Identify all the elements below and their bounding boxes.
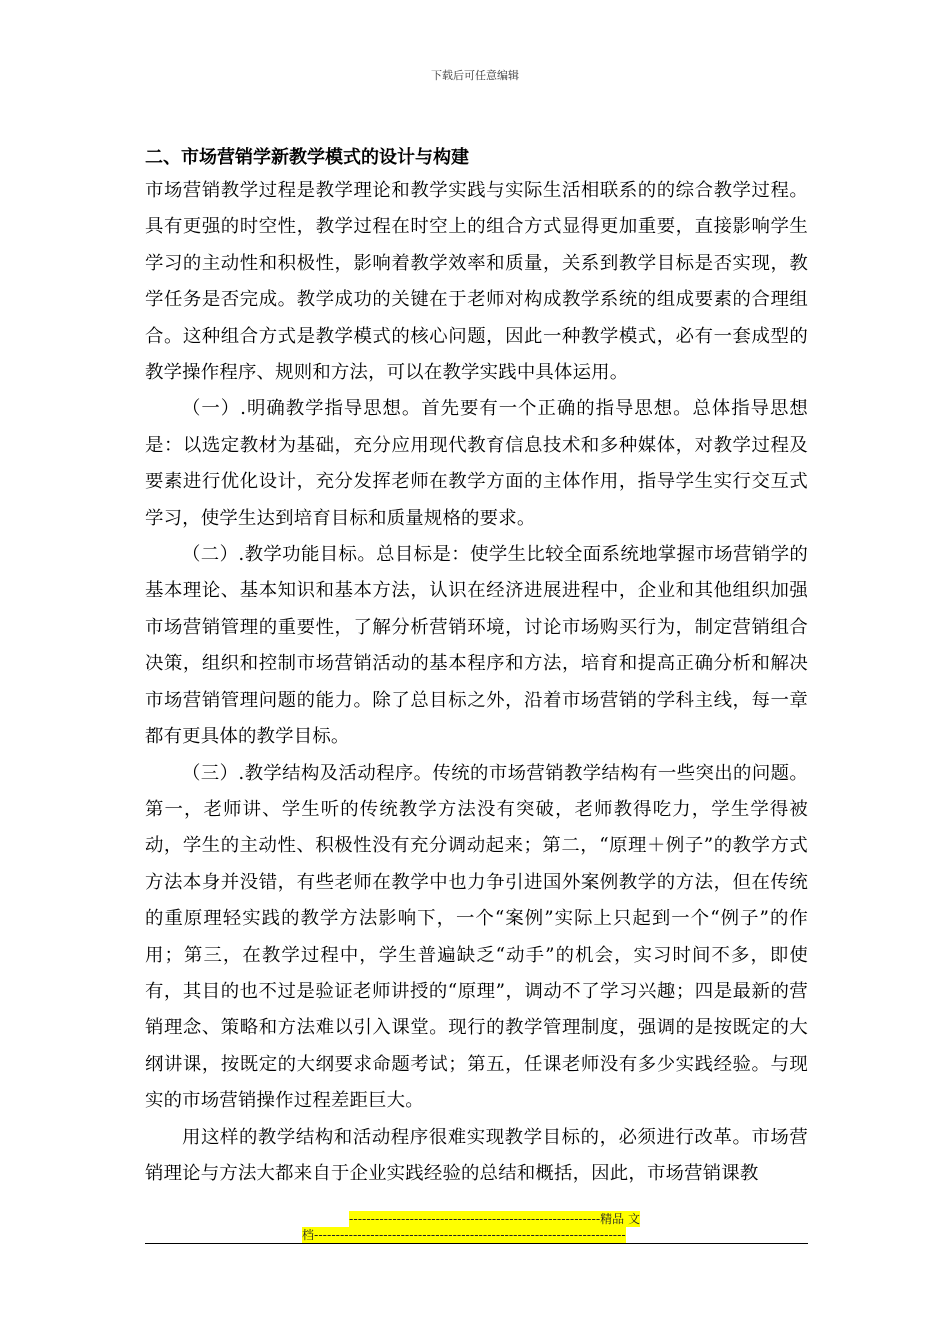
section-heading: 二、市场营销学新教学模式的设计与构建 bbox=[145, 147, 469, 168]
footer-divider bbox=[145, 1243, 808, 1244]
footer-watermark-line-2 bbox=[302, 1227, 652, 1243]
paragraph-reform: 用这样的教学结构和活动程序很难实现教学目标的，必须进行改革。市场营销理论与方法大都来自于企业实践经验的总结和概括，因此，市场营销课教 bbox=[145, 1126, 808, 1184]
footer-watermark-line-1 bbox=[302, 1211, 652, 1227]
paragraph-teaching-goals: （二）.教学功能目标。总目标是：使学生比较全面系统地掌握市场营销学的基本理论、基本知识和基本方法，认识在经济进展进程中，企业和其他组织加强市场营销管理的重要性，了解分析营销环境，讨论市场购买行为，制定营销组合决策，组织和控制市场营销活动的基本程序和方法，培育和提高正确分析和解决市场营销管理问题的能力。除了总目标之外，沿着市场营销的学科主线，每一章都有更具体的教学目标。 bbox=[145, 544, 808, 748]
paragraph-intro: 市场营销教学过程是教学理论和教学实践与实际生活相联系的的综合教学过程。具有更强的时空性，教学过程在时空上的组合方式显得更加重要，直接影响学生学习的主动性和积极性，影响着教学效率和质量，关系到教学目标是否实现，教学任务是否完成。教学成功的关键在于老师对构成教学系统的组成要素的合理组合。这种组合方式是教学模式的核心问题，因此一种教学模式，必有一套成型的教学操作程序、规则和方法，可以在教学实践中具体运用。 bbox=[145, 180, 808, 384]
footer-watermark-text-1: ----------------------------------------------------------精品 文 bbox=[349, 1212, 640, 1226]
footer-watermark bbox=[302, 1211, 652, 1243]
page-header: 下载后可任意编辑 bbox=[431, 69, 519, 82]
footer-watermark-text-2: 档------------------------------------------------------------------------ bbox=[302, 1228, 626, 1242]
paragraph-guiding-thought: （一）.明确教学指导思想。首先要有一个正确的指导思想。总体指导思想是：以选定教材为基础，充分应用现代教育信息技术和多种媒体，对教学过程及要素进行优化设计，充分发挥老师在教学方面的主体作用，指导学生实行交互式学习，使学生达到培育目标和质量规格的要求。 bbox=[145, 398, 808, 529]
paragraph-teaching-structure: （三）.教学结构及活动程序。传统的市场营销教学结构有一些突出的问题。第一，老师讲、学生听的传统教学方法没有突破，老师教得吃力，学生学得被动，学生的主动性、积极性没有充分调动起来；第二，“原理＋例子”的教学方式方法本身并没错，有些老师在教学中也力争引进国外案例教学的方法，但在传统的重原理轻实践的教学方法影响下，一个“案例”实际上只起到一个“例子”的作用；第三，在教学过程中，学生普遍缺乏“动手”的机会，实习时间不多，即使有，其目的也不过是验证老师讲授的“原理”，调动不了学习兴趣；四是最新的营销理念、策略和方法难以引入课堂。现行的教学管理制度，强调的是按既定的大纲讲课，按既定的大纲要求命题考试；第五，任课老师没有多少实践经验。与现实的市场营销操作过程差距巨大。 bbox=[145, 762, 808, 1112]
document-body bbox=[145, 143, 808, 1192]
